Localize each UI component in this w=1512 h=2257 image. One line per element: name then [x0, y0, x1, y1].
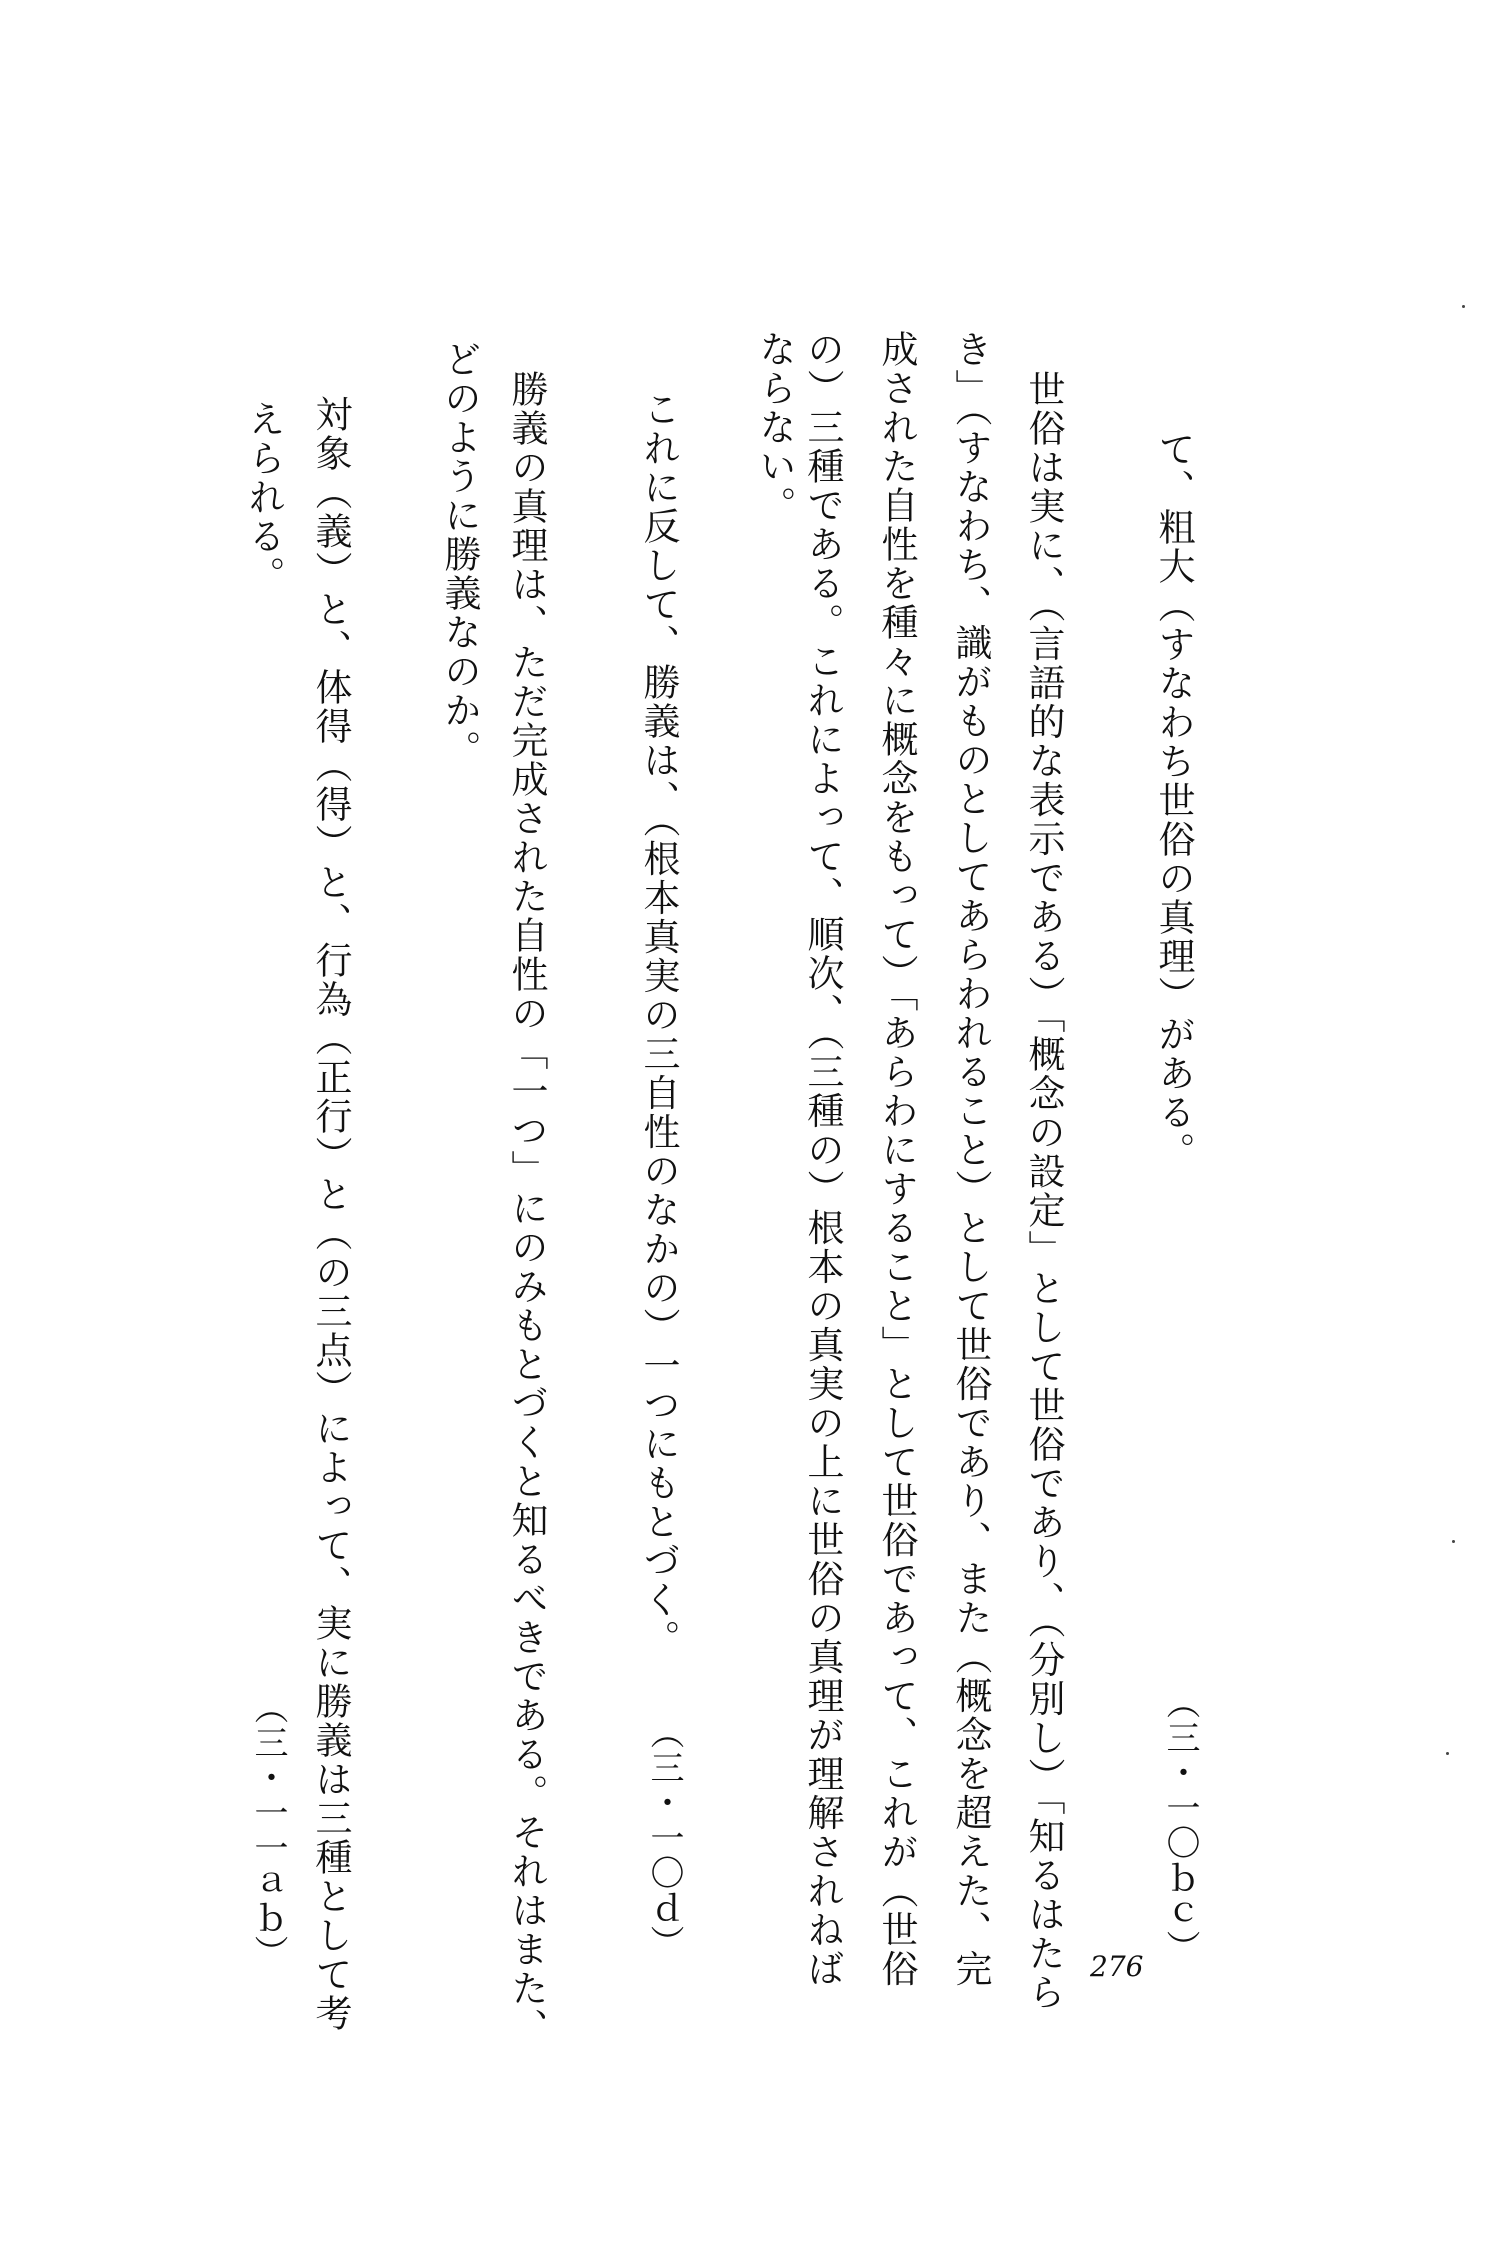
- text-line-10: 対象（義）と、体得（得）と、行為（正行）と（の三点）によって、実に勝義は三種として考: [309, 395, 352, 2033]
- text-line-5: の）三種である。これによって、順次、（三種の）根本の真実の上に世俗の真理が理解されねば: [801, 330, 844, 1989]
- text-line-6: ならない。: [753, 330, 796, 525]
- text-line-8: 勝義の真理は、ただ完成された自性の「一つ」にのみもとづくと知るべきである。それはまた、: [505, 370, 548, 2047]
- text-line-2: 世俗は実に、（言語的な表示である）「概念の設定」として世俗であり、（分別し）「知るはたら: [1022, 370, 1065, 2012]
- page-number: 276: [1090, 1950, 1144, 1983]
- text-line-7: これに反して、勝義は、（根本真実の三自性のなかの）一つにもとづく。: [637, 390, 680, 1659]
- text-line-4: 成された自性を種々に概念をもって）「あらわにすること」として世俗であって、これが（世俗: [875, 330, 918, 1989]
- verse-citation-2: （三・一〇ｄ）: [644, 1715, 684, 1960]
- text-line-3: き」（すなわち、識がものとしてあらわれること）として世俗であり、また（概念を超えた、完: [949, 330, 992, 1989]
- text-line-9: どのように勝義なのか。: [438, 340, 481, 769]
- scan-speck: [1446, 1752, 1449, 1755]
- text-line-11: えられる。: [242, 400, 285, 595]
- scan-speck: [1452, 1540, 1455, 1543]
- verse-citation-3: （三・一一ａｂ）: [248, 1690, 288, 1970]
- text-line-1: て、粗大（すなわち世俗の真理）がある。: [1152, 430, 1195, 1171]
- verse-citation-1: （三・一〇ｂｃ）: [1160, 1685, 1200, 1965]
- scan-speck: [1462, 305, 1465, 308]
